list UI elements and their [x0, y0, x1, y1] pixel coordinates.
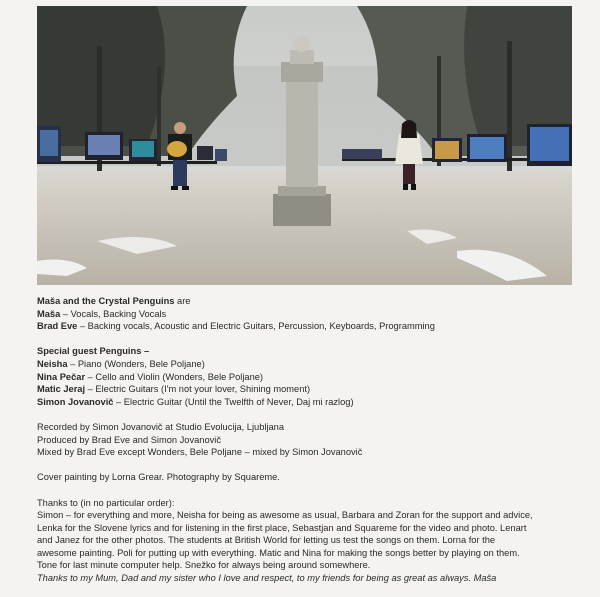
- cover-credit: Cover painting by Lorna Grear. Photography by Squareme.: [37, 472, 280, 483]
- park-scene-illustration: [37, 6, 572, 285]
- guest-name: Simon Jovanovič: [37, 396, 114, 407]
- guest-role: – Electric Guitar (Until the Twelfth of Never, Daj mi razlog): [113, 396, 354, 407]
- production-line: Mixed by Brad Eve except Wonders, Bele Poljane – mixed by Simon Jovanovič: [37, 447, 363, 458]
- guest-role: – Piano (Wonders, Bele Poljane): [67, 358, 205, 369]
- thanks-line: Tone for last minute computer help. Snežko for always being around somewhere.: [37, 560, 371, 571]
- band-name: Maša and the Crystal Penguins: [37, 296, 175, 306]
- thanks-line: Lenka for the Slovene lyrics and for listening in the first place, Sebastjan and Squareme for the video and photo. Lenart: [37, 522, 527, 533]
- member-name: Brad Eve: [37, 321, 78, 332]
- guest-member: [37, 371, 592, 384]
- thanks-closing: Thanks to my Mum, Dad and my sister who I love and respect, to my friends for being as great as always. Maša: [37, 573, 497, 584]
- guest-member: [37, 383, 592, 396]
- guest-name: Nina Pečar: [37, 371, 86, 382]
- member-name: Maša: [37, 308, 61, 319]
- production-line: Recorded by Simon Jovanovič at Studio Evolucija, Ljubljana: [37, 421, 285, 432]
- member-role: – Vocals, Backing Vocals: [60, 308, 167, 319]
- thanks-line: and Janez for the other photos. The students at British World for letting us test the songs on them. Lorna for the: [37, 535, 496, 546]
- band-heading: [37, 295, 592, 308]
- guest-name: Matic Jeraj: [37, 384, 86, 395]
- production-line: Produced by Brad Eve and Simon Jovanovič: [37, 434, 221, 445]
- guests-heading: [37, 345, 592, 358]
- thanks-heading: Thanks to (in no particular order):: [37, 497, 175, 508]
- album-credits: [37, 295, 592, 585]
- member-role: – Backing vocals, Acoustic and Electric Guitars, Percussion, Keyboards, Programming: [77, 321, 435, 332]
- guest-role: – Cello and Violin (Wonders, Bele Poljane): [85, 371, 264, 382]
- guest-name: Neisha: [37, 358, 68, 369]
- guests-heading-text: Special guest Penguins –: [37, 346, 150, 357]
- thanks-line: awesome painting. Poli for putting up with everything. Matic and Nina for making the songs better by playing on them.: [37, 547, 520, 558]
- thanks-line: Simon – for everything and more, Neisha for being as awesome as usual, Barbara and Zoran for the support and advice,: [37, 510, 533, 521]
- guest-member: [37, 396, 592, 409]
- band-member: [37, 308, 592, 321]
- band-photo: [37, 6, 572, 285]
- band-member: [37, 320, 592, 333]
- guest-role: – Electric Guitars (I'm not your lover, Shining moment): [85, 384, 311, 395]
- band-heading-suffix: are: [174, 296, 191, 306]
- guest-member: [37, 358, 592, 371]
